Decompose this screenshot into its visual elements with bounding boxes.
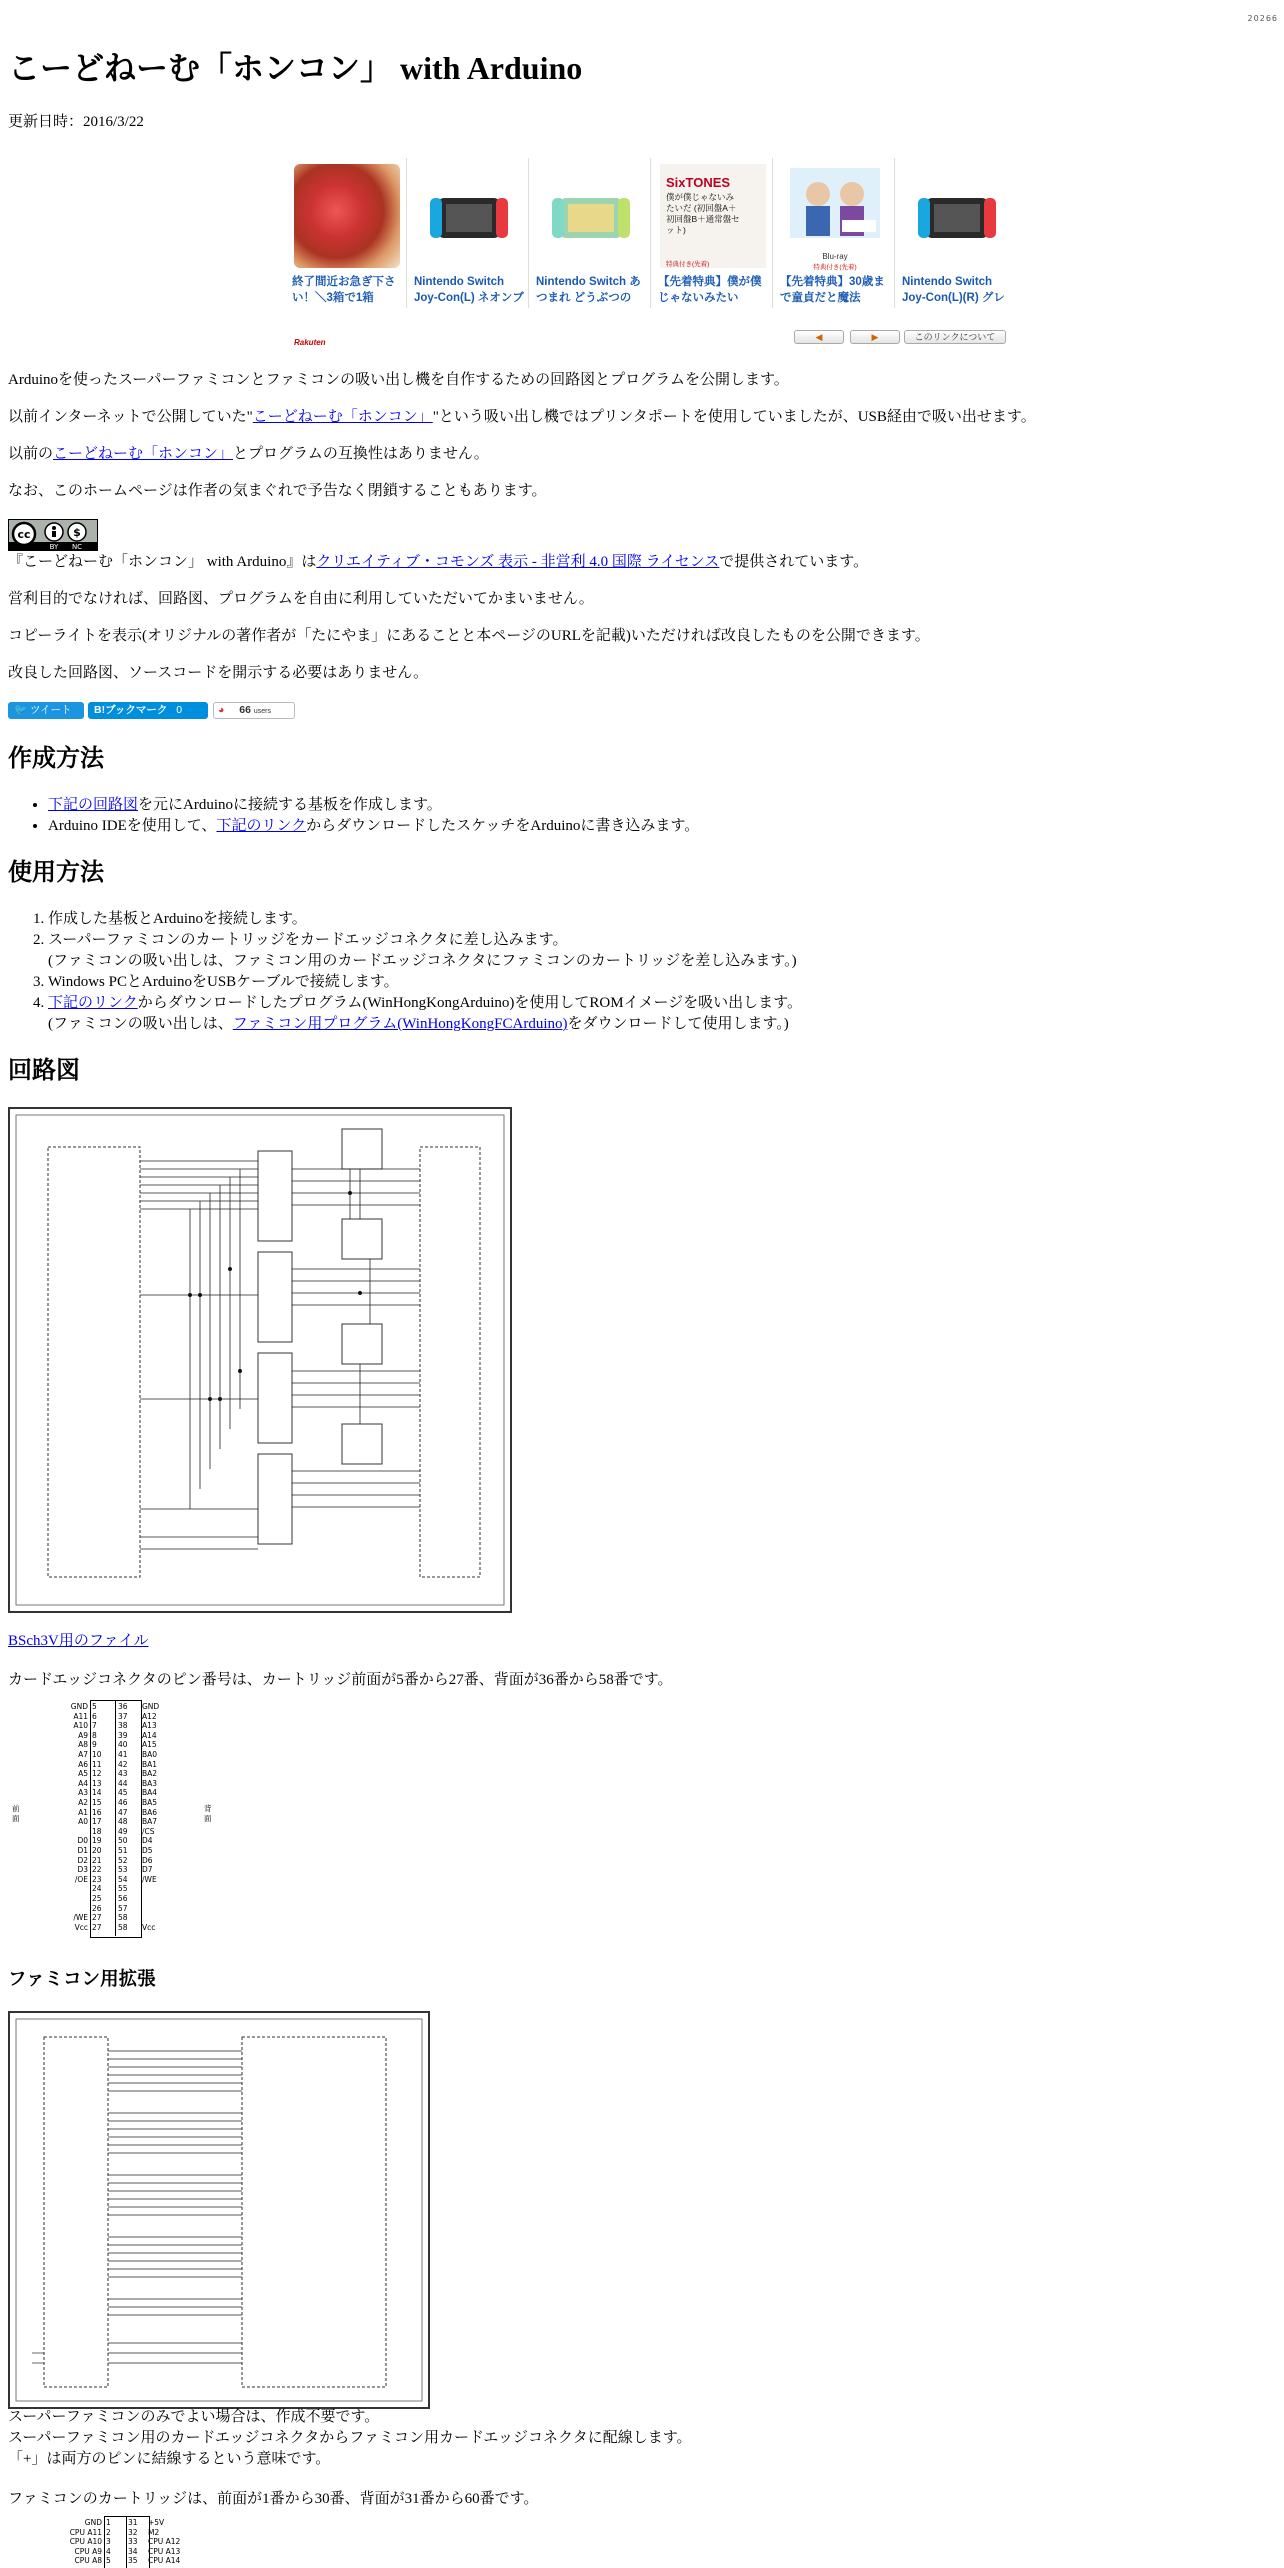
pin-label: A1 (78, 1807, 88, 1817)
pin-label: 43 (118, 1769, 128, 1779)
pin-label: 10 (92, 1750, 102, 1759)
text: で提供されています。 (719, 554, 869, 570)
pin-label: 9 (92, 1740, 97, 1750)
pin-label: A3 (78, 1788, 88, 1798)
famicom-note-4: ファミコンのカートリッジは、前面が1番から30番、背面が31番から60番です。 (8, 2491, 539, 2507)
pin-label: 7 (92, 1721, 97, 1731)
nc-mark: NC (71, 543, 83, 550)
pin-label: /WE (73, 1913, 88, 1923)
cd-subtitle: 僕が僕じゃないみたいだ (初回盤A＋初回盤B＋通常盤セット) (666, 192, 740, 235)
pin-label: 8 (92, 1730, 97, 1740)
pin-label: A5 (78, 1769, 88, 1779)
pin-label: BA3 (142, 1778, 158, 1788)
list-item (48, 972, 802, 993)
pin-label: D2 (77, 1855, 88, 1865)
text: を元にArduinoに接続する基板を作成します。 (138, 797, 442, 813)
make-heading: 作成方法 (8, 746, 104, 772)
pin-label: 56 (118, 1894, 128, 1903)
ad-divider (772, 158, 773, 308)
ad-caption[interactable]: Nintendo Switch Joy-Con(L)(R) グレ (902, 276, 1005, 304)
rakuten-logo[interactable]: Rakuten (294, 338, 326, 347)
pin-label: 11 (92, 1759, 102, 1769)
pin-label: A13 (142, 1721, 157, 1731)
pin-label: A6 (78, 1759, 88, 1769)
pin-label: 26 (92, 1903, 102, 1913)
pin-label: CPU A9 (74, 2546, 102, 2556)
pin-label: 31 (128, 2518, 138, 2527)
pin-label: BA4 (142, 1788, 158, 1798)
intro-p2 (8, 407, 1036, 428)
ad-next-button[interactable]: ▶ (850, 330, 900, 344)
pin-label: 20 (92, 1846, 102, 1855)
pin-label: 51 (118, 1846, 128, 1855)
pin-label: A10 (73, 1721, 88, 1731)
pin-label: 49 (118, 1826, 128, 1836)
cd-title: SixTONES (666, 175, 731, 190)
pin-label: BA1 (142, 1759, 158, 1769)
intro-p4: なお、このホームページは作者の気まぐれで予告なく閉鎖することもあります。 (8, 483, 547, 499)
pin-label: 18 (92, 1826, 102, 1836)
pin-label: CPU A10 (69, 2537, 102, 2547)
famicom-note-2: スーパーファミコン用のカードエッジコネクタからファミコン用カードエッジコネクタに配線します。 (8, 2430, 692, 2446)
circuit-heading: 回路図 (8, 1058, 80, 1084)
pin-label: A4 (78, 1778, 88, 1788)
pin-label: CPU A13 (148, 2546, 181, 2556)
hatena-bookmark-button[interactable] (88, 702, 208, 719)
text: からダウンロードしたプログラム(WinHongKongArduino)を使用してROMイメージを吸い出します。 (137, 995, 802, 1011)
ad-caption[interactable]: 終了間近お急ぎ下さい！＼3箱で1箱 (292, 276, 396, 304)
bsch3v-file-link[interactable]: BSch3V用のファイル (8, 1633, 149, 1649)
pin-label: 38 (118, 1721, 128, 1731)
pin-label: 35 (128, 2556, 138, 2566)
pin-label: D0 (77, 1836, 88, 1846)
pin-label: D5 (142, 1846, 153, 1855)
rakuten-ad-widget (286, 158, 1010, 348)
pin-label: 37 (118, 1711, 128, 1721)
download-link[interactable]: 下記のリンク (216, 818, 307, 834)
text: 『こーどねーむ「ホンコン」 with Arduino』は (8, 554, 317, 570)
pin-label: 23 (92, 1874, 102, 1884)
pin-label: 34 (128, 2546, 138, 2556)
intro-p1: Arduinoを使ったスーパーファミコンとファミコンの吸い出し機を自作するための回路図とプログラムを公開します。 (8, 372, 789, 388)
pin-label: 15 (92, 1798, 102, 1807)
access-counter: 20266 (1247, 14, 1278, 23)
pin-label: A11 (73, 1711, 88, 1721)
pin-label: GND (70, 1702, 88, 1711)
pin-label: 25 (92, 1894, 102, 1903)
pin-label: CPU A8 (74, 2556, 102, 2566)
ad-item-3[interactable] (530, 158, 648, 308)
bluray-image (782, 164, 888, 271)
pin-label: CPU A14 (148, 2556, 181, 2566)
ad-item-1[interactable] (286, 158, 404, 308)
pin-label: A12 (142, 1711, 157, 1721)
switch-console-image (416, 164, 522, 268)
sixtones-cd-image (660, 164, 766, 268)
famicom-note-1: スーパーファミコンのみでよい場合は、作成不要です。 (8, 2409, 380, 2425)
pin-label: 53 (118, 1865, 128, 1875)
pin-label: A8 (78, 1740, 88, 1750)
famicom-note-3: 「+」は両方のピンに結線するという意味です。 (8, 2451, 331, 2467)
pin-label: 39 (118, 1730, 128, 1740)
connector-divider (126, 2516, 127, 2568)
text: 作成した基板とArduinoを接続します。 (48, 911, 307, 927)
text: Arduino IDEを使用して、 (48, 818, 217, 834)
pin-label: 46 (118, 1798, 128, 1807)
pin-label: 12 (92, 1769, 102, 1779)
ad-item-4[interactable] (652, 158, 770, 308)
pin-label: 19 (92, 1836, 102, 1846)
ad-divider (406, 158, 407, 308)
list-item (48, 993, 802, 1035)
pin-label: 54 (118, 1874, 128, 1884)
pin-label: BA5 (142, 1798, 158, 1807)
famicom-pinout-diagram (48, 2516, 208, 2568)
pin-label: D1 (77, 1846, 88, 1855)
pin-label: 48 (118, 1817, 128, 1827)
ad-prev-button[interactable]: ◀ (794, 330, 844, 344)
updated-date: 更新日時：2016/3/22 (8, 114, 144, 130)
page-title: こーどねーむ「ホンコン」 with Arduino (8, 50, 583, 86)
pin-label: 2 (106, 2527, 111, 2537)
cc-mark: cc (17, 528, 31, 541)
pocket-icon: ◕ (218, 704, 225, 716)
pocket-button[interactable] (213, 702, 295, 719)
pin-label: 17 (92, 1817, 102, 1827)
svg-text:$: $ (73, 526, 81, 539)
old-hongkong-link-2[interactable]: こーどねーむ「ホンコン」 (53, 446, 234, 462)
pin-label: 21 (92, 1855, 102, 1865)
text: スーパーファミコンのカートリッジをカードエッジコネクタに差し込みます。 (48, 932, 568, 948)
bonus-badge: 特典付き(先着) (666, 261, 710, 268)
pin-label: 58 (118, 1922, 128, 1932)
license-statement (8, 552, 868, 573)
pin-label: A15 (142, 1740, 157, 1750)
make-list (8, 795, 699, 837)
download-link[interactable]: 下記のリンク (48, 995, 138, 1011)
hatena-label: B!ブックマーク (94, 704, 168, 716)
pin-label: 41 (118, 1750, 128, 1759)
pin-label: CPU A11 (69, 2527, 102, 2537)
pin-label: A14 (142, 1730, 157, 1740)
pin-label: 58 (118, 1913, 128, 1923)
pin-label: 1 (106, 2518, 111, 2527)
bonus-badge: 特典付き(先着) (813, 264, 857, 271)
ad-caption[interactable]: 【先着特典】30歳まで童貞だと魔法 (780, 276, 885, 304)
pin-label: A2 (78, 1798, 88, 1807)
list-item (48, 930, 802, 972)
pin-label: +5V (148, 2518, 165, 2527)
twitter-bird-icon: 🐦 (14, 704, 28, 716)
pin-label: 16 (92, 1807, 102, 1817)
license-p3: 改良した回路図、ソースコードを開示する必要はありません。 (8, 665, 429, 681)
pin-label: Vcc (142, 1922, 156, 1932)
pin-label: 47 (118, 1807, 128, 1817)
pin-label: GND (84, 2518, 102, 2527)
ad-divider (650, 158, 651, 308)
tweet-button[interactable] (8, 702, 84, 719)
ad-caption[interactable]: Nintendo Switch Joy-Con(L) ネオンブ (414, 276, 524, 304)
famicom-program-link[interactable]: ファミコン用プログラム(WinHongKongFCArduino) (232, 1016, 568, 1032)
ad-item-5[interactable] (774, 158, 892, 308)
circuit-link[interactable]: 下記の回路図 (48, 797, 139, 813)
pin-label: 45 (118, 1788, 128, 1798)
license-p1: 営利目的でなければ、回路図、プログラムを自由に利用していただいてかまいません。 (8, 591, 594, 607)
pin-label: 22 (92, 1865, 102, 1875)
front-label: 前面 (12, 1804, 20, 1823)
famicom-heading: ファミコン用拡張 (8, 1970, 156, 1990)
pin-label: 36 (118, 1702, 128, 1711)
bluray-label: Blu-ray (822, 252, 848, 261)
pin-label: /OE (74, 1874, 88, 1884)
pin-label: D4 (142, 1836, 153, 1846)
pin-label: BA6 (142, 1807, 158, 1817)
pin-label: 55 (118, 1884, 128, 1894)
crab-product-image (294, 164, 400, 268)
pin-label: CPU A12 (148, 2537, 181, 2547)
connector-divider (115, 1700, 116, 1936)
by-mark: BY (49, 543, 59, 550)
pin-label: BA0 (142, 1750, 158, 1759)
pin-label: 32 (128, 2527, 138, 2537)
switch-animal-crossing-image (538, 164, 644, 268)
note: (ファミコンの吸い出しは、ファミコン用のカードエッジコネクタにファミコンのカートリッジを差し込みます。) (48, 953, 797, 969)
text: とプログラムの互換性はありません。 (233, 446, 489, 462)
pin-label: 40 (118, 1740, 128, 1750)
cc-license-badge[interactable] (8, 519, 98, 551)
pin-label: 33 (128, 2537, 138, 2547)
list-item (48, 816, 699, 837)
ad-item-2[interactable] (408, 158, 526, 308)
pin-label: 50 (118, 1836, 128, 1846)
old-hongkong-link[interactable]: こーどねーむ「ホンコン」 (252, 409, 433, 425)
pin-label: D3 (77, 1865, 88, 1875)
pin-label: 27 (92, 1913, 102, 1923)
cc-license-link[interactable]: クリエイティブ・コモンズ 表示 - 非営利 4.0 国際 ライセンス (316, 554, 720, 570)
pin-label: 4 (106, 2546, 111, 2556)
pin-label: 42 (118, 1759, 128, 1769)
tweet-label: ツイート (30, 704, 72, 716)
pin-label: /CS (142, 1826, 155, 1836)
pin-label: D6 (142, 1855, 153, 1865)
ad-caption[interactable]: 【先着特典】僕が僕じゃないみたい (658, 276, 762, 304)
pin-label: D7 (142, 1865, 153, 1875)
pin-label: A7 (78, 1750, 88, 1759)
switch-gray-image (904, 164, 1010, 268)
pin-label: GND (142, 1702, 160, 1711)
ad-caption[interactable]: Nintendo Switch あつまれ どうぶつの (536, 276, 641, 304)
text: 以前の (8, 446, 54, 462)
pin-label: BA2 (142, 1769, 158, 1779)
pin-label: 5 (106, 2556, 111, 2566)
pin-label: 27 (92, 1922, 102, 1932)
use-heading: 使用方法 (8, 860, 104, 886)
ad-item-6[interactable] (896, 158, 1014, 308)
list-item (48, 909, 802, 930)
pin-label: A9 (78, 1730, 88, 1740)
pin-label: 14 (92, 1788, 102, 1798)
pin-label: 6 (92, 1711, 97, 1721)
pin-label: 13 (92, 1778, 102, 1788)
ad-divider (528, 158, 529, 308)
list-item (48, 795, 699, 816)
license-p2: コピーライトを表示(オリジナルの著作者が「たにやま」にあることと本ページのURLを記載)いただければ改良したものを公開できます。 (8, 628, 930, 644)
text: 以前インターネットで公開していた" (8, 409, 253, 425)
pin-label: M2 (148, 2527, 160, 2537)
hatena-count: 0 (176, 704, 183, 716)
pin-label: BA7 (142, 1817, 158, 1827)
ad-about-link[interactable]: このリンクについて (904, 330, 1006, 344)
pin-label: Vcc (74, 1922, 88, 1932)
snes-pinout-diagram (8, 1700, 228, 1936)
pin-label: /WE (142, 1874, 157, 1884)
note: をダウンロードして使用します。) (567, 1016, 789, 1032)
intro-p3 (8, 444, 489, 465)
back-label: 背面 (204, 1804, 212, 1823)
ad-divider (894, 158, 895, 308)
pin-label: 44 (118, 1778, 128, 1788)
use-list (8, 909, 802, 1035)
pocket-unit: users (253, 708, 271, 715)
pin-label: A0 (78, 1817, 88, 1827)
text: Windows PCとArduinoをUSBケーブルで接続します。 (48, 974, 399, 990)
pin-label: 57 (118, 1903, 128, 1913)
pocket-count: 66 (239, 704, 251, 716)
text: からダウンロードしたスケッチをArduinoに書き込みます。 (306, 818, 700, 834)
pin-note: カードエッジコネクタのピン番号は、カートリッジ前面が5番から27番、背面が36番から58番です。 (8, 1672, 673, 1688)
famicom-schematic[interactable] (8, 2011, 430, 2409)
pin-label: 3 (106, 2537, 111, 2547)
note: (ファミコンの吸い出しは、 (48, 1016, 233, 1032)
pin-label: 24 (92, 1884, 102, 1894)
pin-label: 52 (118, 1855, 128, 1865)
pin-label: 5 (92, 1702, 97, 1711)
snes-schematic[interactable] (8, 1107, 512, 1613)
text: "という吸い出し機ではプリンタポートを使用していましたが、USB経由で吸い出せます。 (432, 409, 1036, 425)
